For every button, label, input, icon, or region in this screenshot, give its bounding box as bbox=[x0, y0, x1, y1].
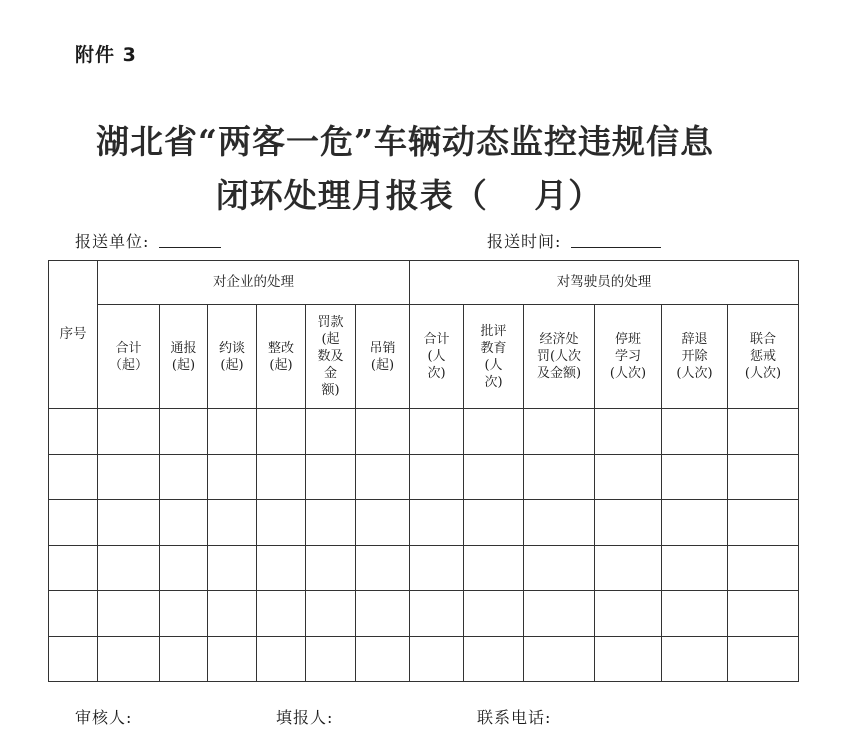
table-cell[interactable] bbox=[208, 636, 257, 682]
table-cell[interactable] bbox=[356, 545, 410, 591]
table-cell[interactable] bbox=[728, 545, 799, 591]
table-cell[interactable] bbox=[410, 636, 464, 682]
table-cell[interactable] bbox=[208, 545, 257, 591]
table-cell[interactable] bbox=[257, 545, 306, 591]
table-row bbox=[49, 636, 799, 682]
table-cell[interactable] bbox=[662, 500, 728, 546]
table-cell[interactable] bbox=[98, 591, 160, 637]
submitting-unit-label: 报送单位: bbox=[75, 232, 150, 251]
table-cell[interactable] bbox=[306, 545, 356, 591]
col-header-driver-total bbox=[410, 305, 464, 409]
report-title-line1: 湖北省“两客一危”车辆动态监控违规信息 bbox=[96, 122, 714, 161]
table-cell[interactable] bbox=[49, 591, 98, 637]
table-cell[interactable] bbox=[662, 545, 728, 591]
table-cell[interactable] bbox=[464, 500, 524, 546]
table-cell[interactable] bbox=[98, 409, 160, 455]
table-cell[interactable] bbox=[208, 500, 257, 546]
table-row bbox=[49, 591, 799, 637]
col-header-enterprise-total bbox=[98, 305, 160, 409]
col-header-text: 合计 (人 次) bbox=[423, 332, 450, 381]
driver-group-text: 对驾驶员的处理 bbox=[556, 274, 652, 290]
col-header-text: 通报 (起) bbox=[170, 340, 197, 373]
submitting-unit-blank[interactable] bbox=[159, 237, 221, 248]
col-header-text: 整改 (起) bbox=[267, 340, 294, 373]
table-cell[interactable] bbox=[356, 500, 410, 546]
table-cell[interactable] bbox=[306, 409, 356, 455]
table-cell[interactable] bbox=[410, 545, 464, 591]
table-cell[interactable] bbox=[160, 545, 208, 591]
table-cell[interactable] bbox=[208, 454, 257, 500]
table-cell[interactable] bbox=[160, 454, 208, 500]
seq-header bbox=[49, 261, 98, 409]
col-header-text: 约谈 (起) bbox=[218, 340, 245, 373]
table-cell[interactable] bbox=[49, 545, 98, 591]
table-cell[interactable] bbox=[306, 636, 356, 682]
table-cell[interactable] bbox=[257, 636, 306, 682]
table-cell[interactable] bbox=[524, 591, 595, 637]
col-header-revocation bbox=[356, 305, 410, 409]
table-cell[interactable] bbox=[595, 409, 662, 455]
table-row bbox=[49, 409, 799, 455]
table-cell[interactable] bbox=[595, 591, 662, 637]
table-cell[interactable] bbox=[306, 500, 356, 546]
table-row bbox=[49, 454, 799, 500]
table-cell[interactable] bbox=[524, 454, 595, 500]
table-cell[interactable] bbox=[98, 636, 160, 682]
table-cell[interactable] bbox=[356, 636, 410, 682]
table-cell[interactable] bbox=[49, 454, 98, 500]
col-header-dismissal bbox=[662, 305, 728, 409]
filler-label: 填报人: bbox=[276, 708, 334, 727]
col-header-rectification bbox=[257, 305, 306, 409]
col-header-text: 停班 学习 (人次) bbox=[609, 332, 647, 381]
col-header-text: 合计 （起） bbox=[108, 340, 148, 373]
table-cell[interactable] bbox=[662, 409, 728, 455]
table-cell[interactable] bbox=[728, 591, 799, 637]
reviewer-label: 审核人: bbox=[75, 708, 133, 727]
table-cell[interactable] bbox=[306, 454, 356, 500]
table-cell[interactable] bbox=[49, 409, 98, 455]
enterprise-group-header bbox=[98, 261, 410, 305]
enterprise-group-text: 对企业的处理 bbox=[213, 274, 294, 290]
table-cell[interactable] bbox=[98, 500, 160, 546]
col-header-text: 罚款 (起 数及 金 额) bbox=[317, 315, 344, 398]
table-cell[interactable] bbox=[524, 500, 595, 546]
table-row bbox=[49, 500, 799, 546]
col-header-suspension-study bbox=[595, 305, 662, 409]
table-cell[interactable] bbox=[356, 454, 410, 500]
col-header-interview bbox=[208, 305, 257, 409]
table-cell[interactable] bbox=[595, 454, 662, 500]
table-cell[interactable] bbox=[410, 591, 464, 637]
table-cell[interactable] bbox=[464, 409, 524, 455]
submission-time-blank[interactable] bbox=[571, 237, 661, 248]
submission-time bbox=[487, 229, 661, 252]
table-cell[interactable] bbox=[160, 409, 208, 455]
table-cell[interactable] bbox=[662, 591, 728, 637]
table-cell[interactable] bbox=[728, 409, 799, 455]
table-cell[interactable] bbox=[464, 591, 524, 637]
table-cell[interactable] bbox=[98, 454, 160, 500]
phone-label: 联系电话: bbox=[477, 708, 552, 727]
table-cell[interactable] bbox=[257, 591, 306, 637]
table-cell[interactable] bbox=[208, 409, 257, 455]
col-header-notice bbox=[160, 305, 208, 409]
table-cell[interactable] bbox=[306, 591, 356, 637]
col-header-text: 吊销 (起) bbox=[369, 340, 396, 373]
table-cell[interactable] bbox=[410, 409, 464, 455]
table-row bbox=[49, 545, 799, 591]
table-cell[interactable] bbox=[524, 636, 595, 682]
table-cell[interactable] bbox=[464, 454, 524, 500]
table-cell[interactable] bbox=[595, 545, 662, 591]
table-cell[interactable] bbox=[160, 636, 208, 682]
table-cell[interactable] bbox=[160, 591, 208, 637]
table-cell[interactable] bbox=[160, 500, 208, 546]
table-cell[interactable] bbox=[49, 500, 98, 546]
table-cell[interactable] bbox=[257, 500, 306, 546]
table-cell[interactable] bbox=[49, 636, 98, 682]
table-cell[interactable] bbox=[257, 454, 306, 500]
col-header-text: 批评 教育 (人 次) bbox=[480, 323, 507, 390]
table-cell[interactable] bbox=[595, 636, 662, 682]
col-header-text: 联合 惩戒 (人次) bbox=[744, 332, 782, 381]
table-cell[interactable] bbox=[524, 409, 595, 455]
table-cell[interactable] bbox=[662, 454, 728, 500]
table-cell[interactable] bbox=[728, 636, 799, 682]
table-cell[interactable] bbox=[464, 636, 524, 682]
col-header-joint-punishment bbox=[728, 305, 799, 409]
table-cell[interactable] bbox=[464, 545, 524, 591]
col-header-economic-penalty bbox=[524, 305, 595, 409]
table-cell[interactable] bbox=[662, 636, 728, 682]
table-cell[interactable] bbox=[728, 500, 799, 546]
table-cell[interactable] bbox=[595, 500, 662, 546]
seq-header-text: 序号 bbox=[59, 326, 87, 342]
table-cell[interactable] bbox=[208, 591, 257, 637]
table-cell[interactable] bbox=[728, 454, 799, 500]
table-cell[interactable] bbox=[524, 545, 595, 591]
submission-time-label: 报送时间: bbox=[487, 232, 562, 251]
table-cell[interactable] bbox=[356, 409, 410, 455]
submitting-unit bbox=[75, 229, 221, 252]
col-header-text: 辞退 开除 (人次) bbox=[676, 332, 713, 381]
table-cell[interactable] bbox=[410, 454, 464, 500]
table-cell[interactable] bbox=[356, 591, 410, 637]
col-header-criticism bbox=[464, 305, 524, 409]
col-header-text: 经济处 罚(人次 及金额) bbox=[536, 332, 582, 381]
col-header-fine bbox=[306, 305, 356, 409]
table-cell[interactable] bbox=[410, 500, 464, 546]
table-cell[interactable] bbox=[257, 409, 306, 455]
table-cell[interactable] bbox=[98, 545, 160, 591]
attachment-label: 附件 3 bbox=[75, 44, 137, 66]
driver-group-header bbox=[410, 261, 799, 305]
monthly-report-table bbox=[48, 260, 799, 682]
report-title-line2: 闭环处理月报表（ 月） bbox=[215, 176, 603, 215]
